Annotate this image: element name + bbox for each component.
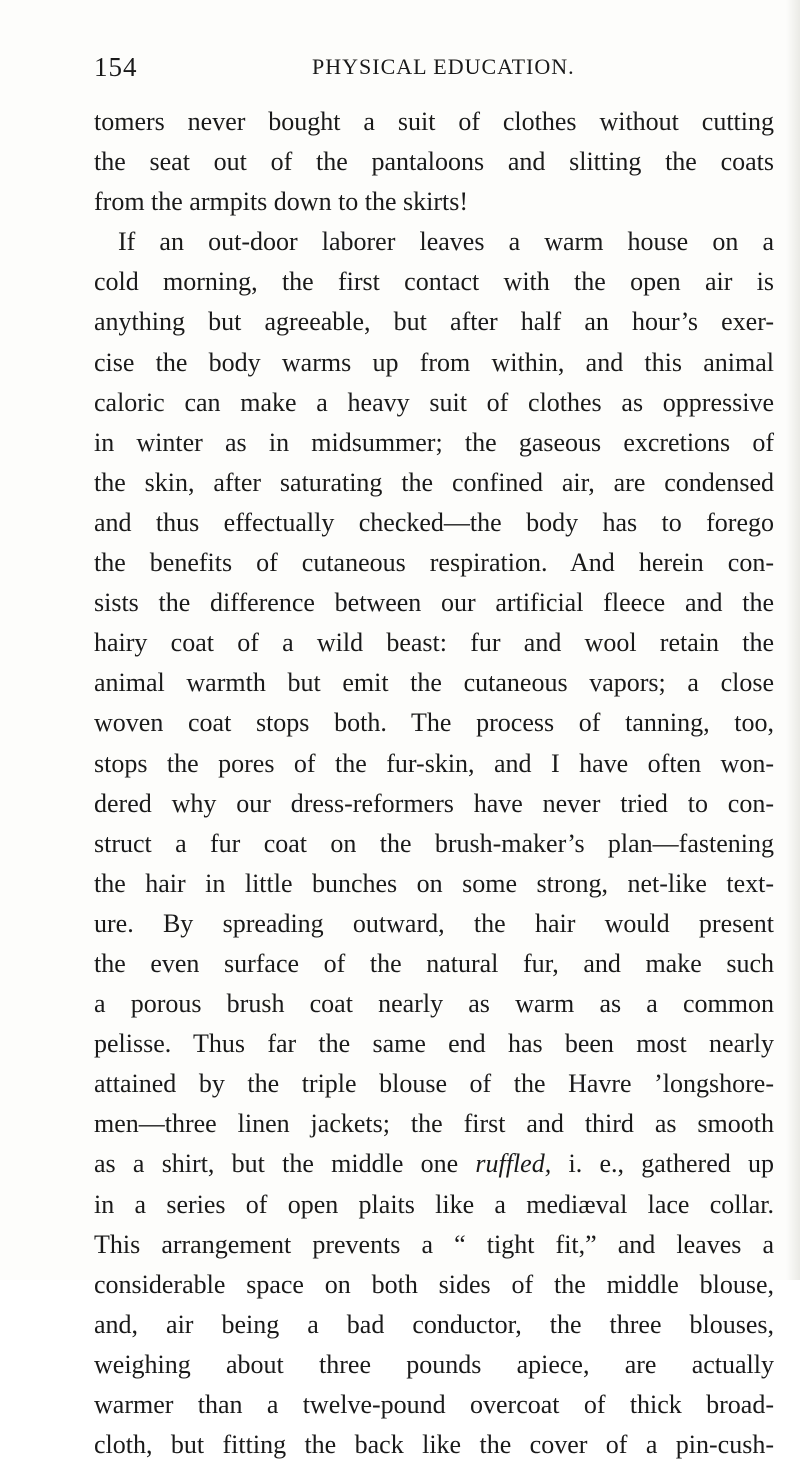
text-line: warmer than a twelve-pound overcoat of thick broad- — [94, 1390, 774, 1419]
text-line: and, air being a bad conductor, the three blouses, — [94, 1309, 774, 1339]
text-line: the skin, after saturating the confined air, are condensed — [94, 467, 774, 497]
text-line: the hair in little bunches on some strong, net-like text- — [94, 868, 774, 898]
text-line: the even surface of the natural fur, and make such — [94, 948, 774, 978]
text-line: considerable space on both sides of the middle blouse, — [94, 1269, 774, 1299]
running-title: PHYSICAL EDUCATION. — [312, 54, 575, 79]
text-line: ure. By spreading outward, the hair would present — [94, 908, 774, 938]
text-line: anything but agreeable, but after half an hour’s exer- — [94, 307, 774, 337]
text-line: in winter as in midsummer; the gaseous excretions of — [94, 427, 774, 457]
text-line: caloric can make a heavy suit of clothes as oppressive — [94, 387, 774, 417]
text-line: animal warmth but emit the cutaneous vapors; a close — [94, 668, 774, 698]
text-line: dered why our dress-reformers have never tried to con- — [94, 788, 774, 818]
text-line: hairy coat of a wild beast: fur and wool retain the — [94, 628, 774, 658]
text-line: cise the body warms up from within, and this animal — [94, 347, 774, 377]
text-line: If an out-door laborer leaves a warm house on a — [118, 227, 774, 257]
text-line: the seat out of the pantaloons and slitting the coats — [94, 147, 774, 177]
text-line: in a series of open plaits like a mediæval lace collar. — [94, 1189, 774, 1219]
text-line: and thus effectually checked—the body has to forego — [94, 507, 774, 537]
text-line: cold morning, the first contact with the open air is — [94, 267, 774, 297]
body-text — [94, 102, 774, 1465]
text-line-start: as a shirt, but the middle one — [94, 1149, 476, 1179]
text-line: the benefits of cutaneous respiration. And herein con- — [94, 548, 774, 578]
text-line: struct a fur coat on the brush-maker’s plan—fastening — [94, 828, 774, 858]
text-line: tomers never bought a suit of clothes without cutting — [94, 107, 774, 136]
text-line: men—three linen jackets; the first and third as smooth — [94, 1109, 774, 1139]
text-line: stops the pores of the fur-skin, and I have often won- — [94, 748, 774, 778]
page-number: 154 — [94, 52, 138, 82]
text-line: sists the difference between our artificial fleece and the — [94, 588, 774, 618]
page-edge-shadow — [786, 0, 800, 1280]
running-head — [94, 52, 774, 92]
text-line — [94, 1144, 774, 1184]
italic-word: ruffled, — [475, 1149, 552, 1179]
text-line: pelisse. Thus far the same end has been most nearly — [94, 1029, 774, 1059]
text-line: This arrangement prevents a “ tight fit,” and leaves a — [94, 1229, 774, 1259]
text-line: a porous brush coat nearly as warm as a common — [94, 989, 774, 1019]
text-line: weighing about three pounds apiece, are actually — [94, 1349, 774, 1379]
text-line: from the armpits down to the skirts! — [94, 187, 469, 217]
text-line-end: i. e., gathered up — [551, 1149, 774, 1179]
text-line: woven coat stops both. The process of tanning, too, — [94, 708, 774, 738]
text-line: cloth, but fitting the back like the cover of a pin-cush- — [94, 1430, 774, 1460]
text-line: attained by the triple blouse of the Havre ’longshore- — [94, 1069, 774, 1099]
